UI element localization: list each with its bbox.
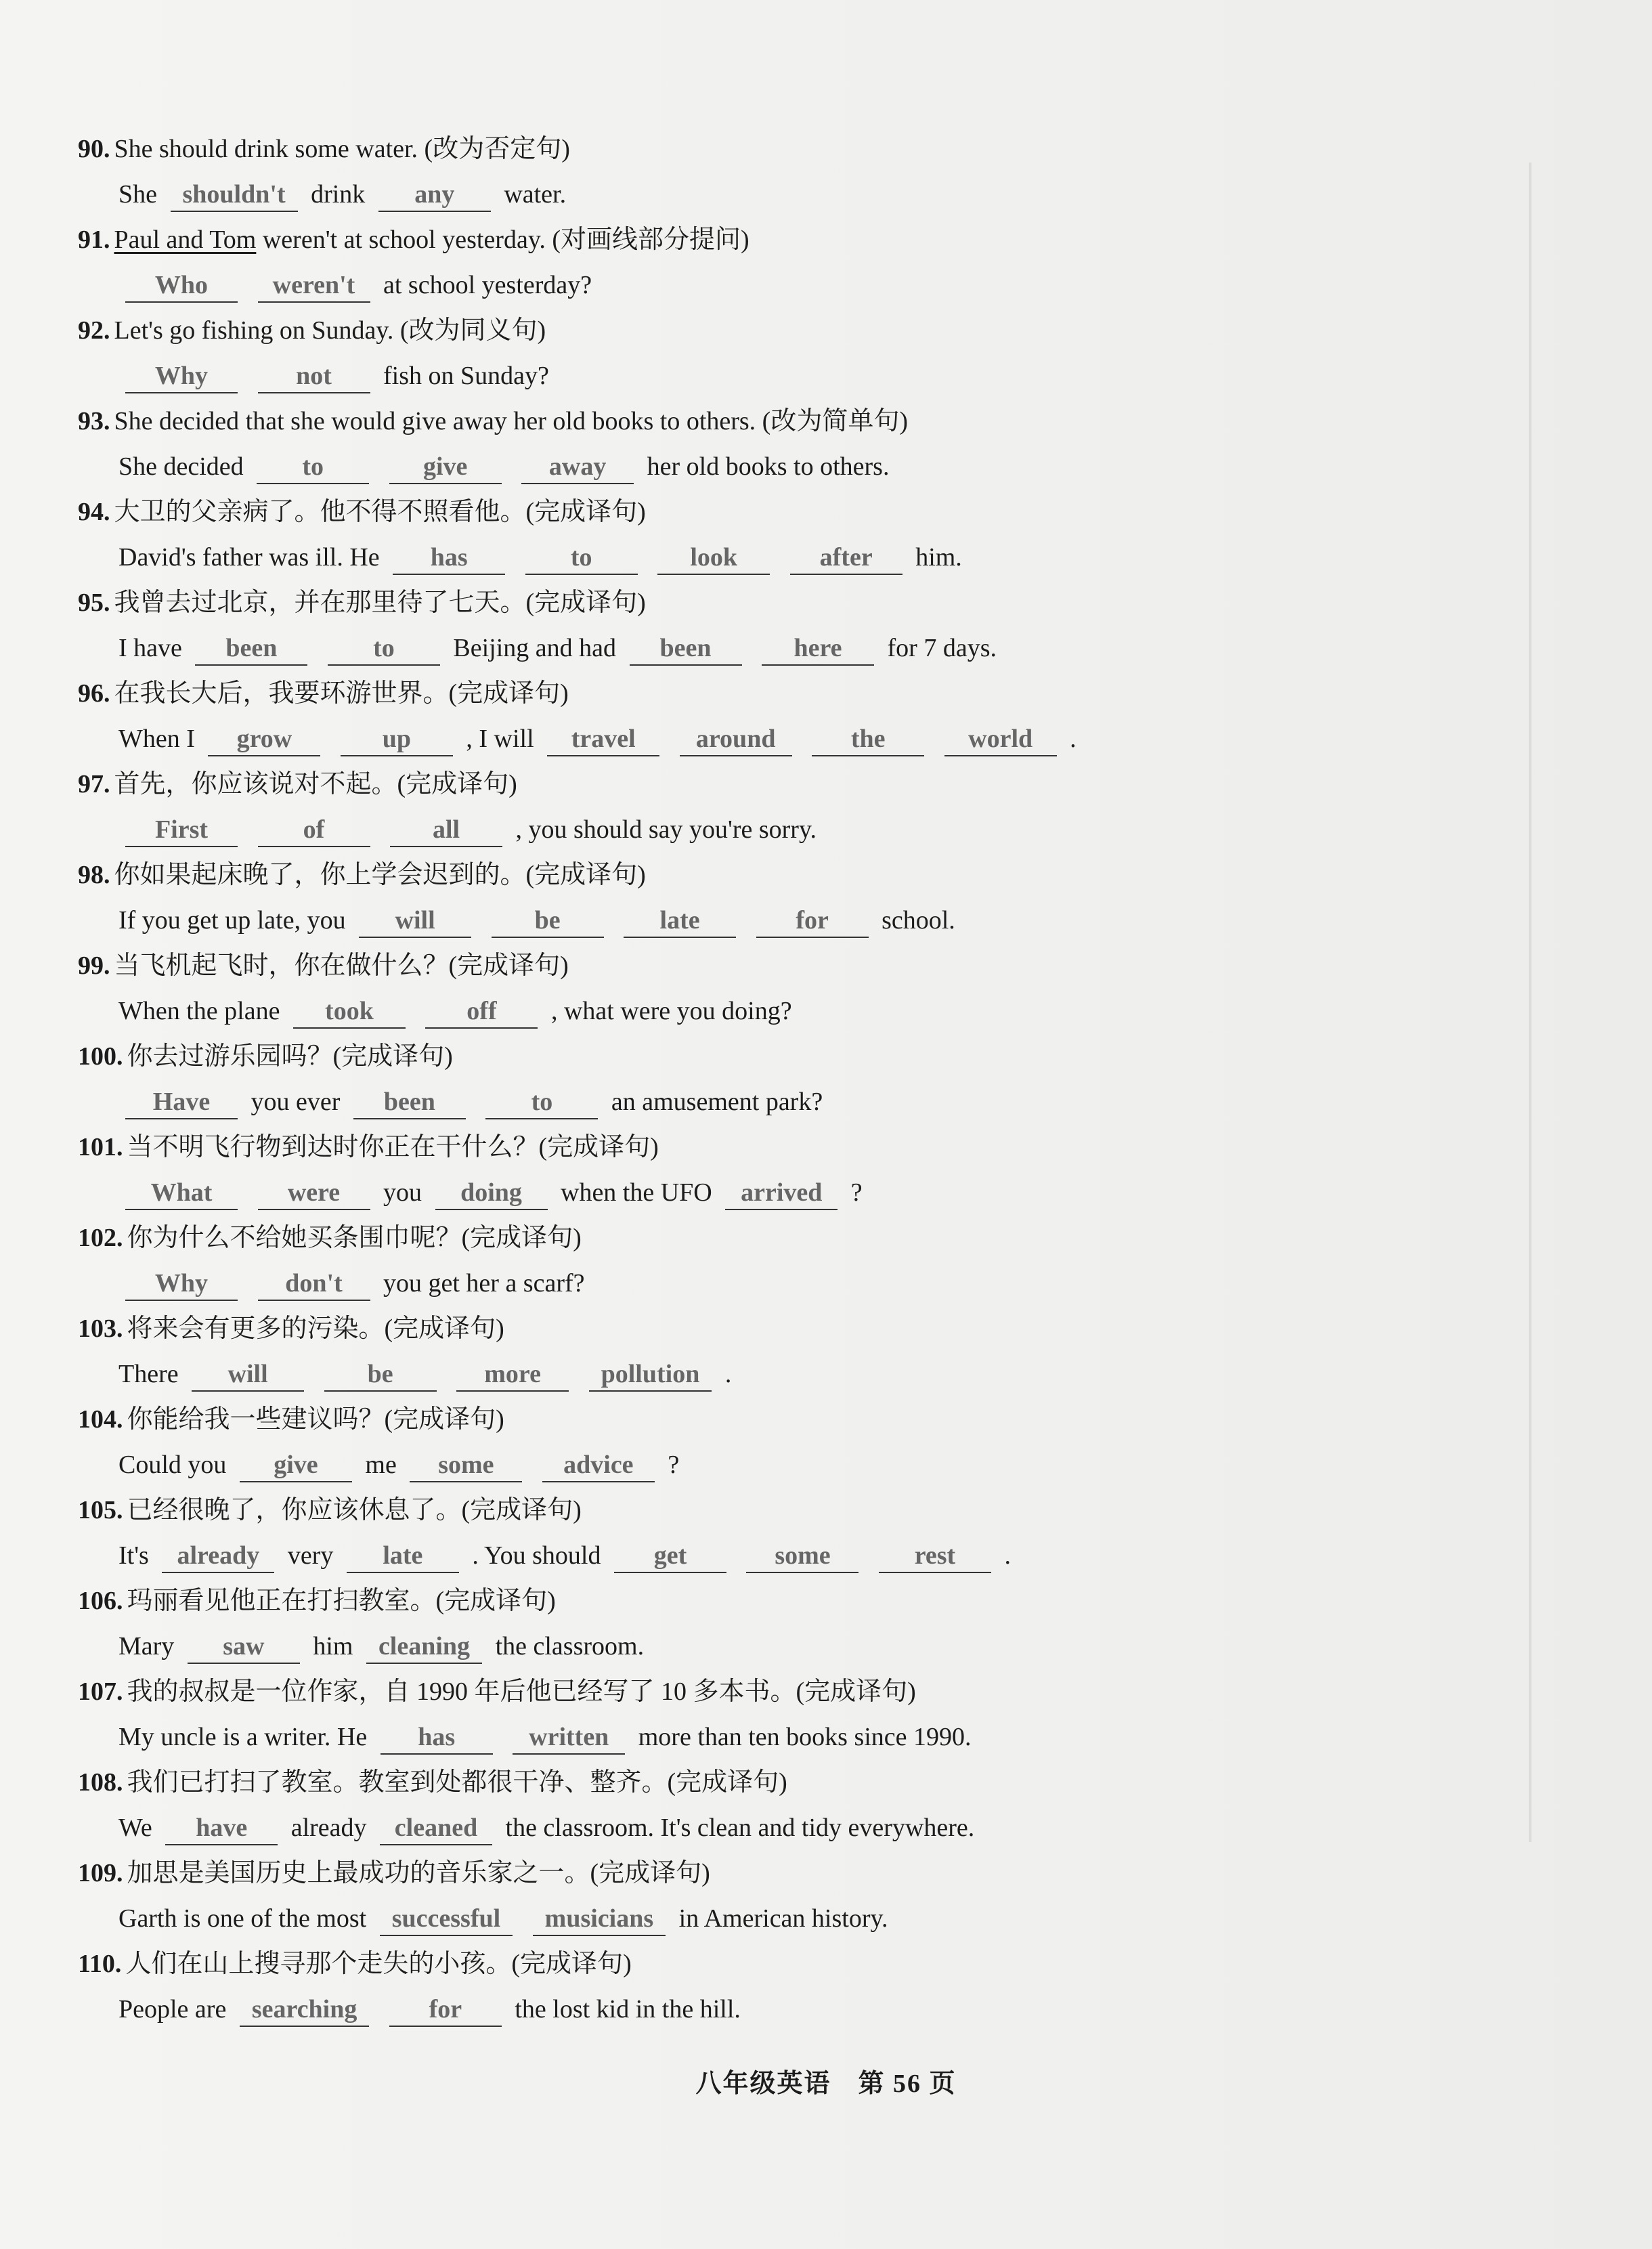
question-text: 在我长大后，我要环游世界。(完成译句) <box>114 679 569 708</box>
question-prompt <box>78 492 646 532</box>
question-number: 99. <box>78 951 110 980</box>
question-number: 104. <box>78 1405 123 1434</box>
answer-blank[interactable]: weren't <box>258 269 370 303</box>
question-list <box>78 129 1601 2034</box>
sentence-text: , I will <box>466 725 534 753</box>
question-prompt <box>78 310 546 351</box>
answer-blank[interactable]: to <box>257 450 369 484</box>
answer-blank[interactable]: late <box>624 904 736 938</box>
answer-blank[interactable]: were <box>258 1176 370 1210</box>
sentence-text: more than ten books since 1990. <box>638 1723 972 1751</box>
sentence-text: the classroom. <box>495 1632 645 1661</box>
question-item <box>78 1671 1601 1762</box>
sentence-text: , what were you doing? <box>550 997 792 1025</box>
question-text: 首先，你应该说对不起。(完成译句) <box>114 770 517 798</box>
answer-line <box>118 1989 741 2030</box>
sentence-text: Mary <box>118 1632 175 1661</box>
sentence-text: If you get up late, you <box>118 906 346 935</box>
sentence-text: ? <box>668 1451 680 1479</box>
answer-blank[interactable]: around <box>680 723 792 756</box>
question-number: 101. <box>78 1133 123 1161</box>
sentence-text: school. <box>882 906 955 935</box>
sentence-text: water. <box>504 180 567 209</box>
question-text: 人们在山上搜寻那个走失的小孩。(完成译句) <box>125 1950 632 1978</box>
answer-blank[interactable]: after <box>790 541 903 575</box>
question-item <box>78 1944 1601 2034</box>
underlined-phrase: Paul and Tom <box>114 226 257 254</box>
question-text: 我的叔叔是一位作家，自 1990 年后他已经写了 10 多本书。(完成译句) <box>127 1677 916 1706</box>
answer-blank[interactable]: late <box>347 1539 459 1573</box>
sentence-text: the lost kid in the hill. <box>515 1995 741 2023</box>
question-prompt <box>78 764 517 805</box>
question-item <box>78 1399 1601 1490</box>
question-number: 103. <box>78 1314 123 1343</box>
answer-blank[interactable]: will <box>192 1358 304 1392</box>
question-item <box>78 129 1601 219</box>
answer-blank[interactable]: get <box>614 1539 726 1573</box>
answer-blank[interactable]: to <box>485 1086 598 1119</box>
question-prompt <box>78 855 646 895</box>
question-item <box>78 582 1601 673</box>
sentence-text: She decided <box>118 452 244 481</box>
question-prompt <box>78 1308 504 1349</box>
sentence-text: People are <box>118 1995 227 2023</box>
answer-blank[interactable]: for <box>389 1993 502 2027</box>
answer-blank[interactable]: not <box>258 360 370 393</box>
answer-blank[interactable]: here <box>762 632 874 666</box>
answer-line <box>118 1354 731 1394</box>
answer-blank[interactable]: world <box>944 723 1057 756</box>
question-number: 98. <box>78 861 110 889</box>
sentence-text: I have <box>118 634 182 662</box>
question-prompt <box>78 1853 710 1893</box>
sentence-text: in American history. <box>678 1904 888 1933</box>
question-number: 108. <box>78 1768 123 1797</box>
answer-blank[interactable]: been <box>195 632 307 666</box>
answer-line <box>118 537 962 578</box>
answer-blank[interactable]: took <box>293 995 406 1029</box>
question-number: 109. <box>78 1859 123 1887</box>
question-item <box>78 1127 1601 1218</box>
answer-blank[interactable]: arrived <box>725 1176 838 1210</box>
question-prompt <box>78 1490 582 1530</box>
answer-blank[interactable]: been <box>353 1086 466 1119</box>
question-number: 95. <box>78 588 110 617</box>
sentence-text: There <box>118 1360 179 1388</box>
question-text: 玛丽看见他正在打扫教室。(完成译句) <box>127 1587 556 1615</box>
answer-blank[interactable]: advice <box>542 1449 655 1482</box>
answer-line <box>118 1717 972 1757</box>
answer-blank[interactable]: give <box>389 450 502 484</box>
question-item <box>78 492 1601 582</box>
question-text: 你去过游乐园吗？(完成译句) <box>127 1042 453 1071</box>
answer-blank[interactable]: been <box>630 632 742 666</box>
question-text: 已经很晚了，你应该休息了。(完成译句) <box>127 1496 582 1524</box>
question-prompt <box>78 1399 504 1440</box>
question-text: 我曾去过北京，并在那里待了七天。(完成译句) <box>114 588 646 617</box>
sentence-text: . <box>724 1360 732 1388</box>
answer-line <box>118 1535 1011 1576</box>
sentence-text: you <box>383 1178 422 1207</box>
sentence-text: My uncle is a writer. He <box>118 1723 368 1751</box>
question-text: 当飞机起飞时，你在做什么？(完成译句) <box>114 951 569 980</box>
question-number: 106. <box>78 1587 123 1615</box>
question-prompt <box>78 673 569 714</box>
answer-blank[interactable]: cleaning <box>366 1630 482 1664</box>
answer-blank[interactable]: for <box>756 904 869 938</box>
answer-blank[interactable]: First <box>125 813 238 847</box>
question-number: 102. <box>78 1224 123 1252</box>
answer-blank[interactable]: has <box>381 1721 493 1755</box>
sentence-text: at school yesterday? <box>383 271 592 299</box>
question-item <box>78 855 1601 945</box>
answer-blank[interactable]: rest <box>879 1539 991 1573</box>
question-text: 当不明飞行物到达时你正在干什么？(完成译句) <box>127 1133 659 1161</box>
answer-line <box>118 1172 863 1213</box>
answer-line <box>118 900 955 941</box>
question-item <box>78 401 1601 492</box>
question-prompt <box>78 1581 556 1621</box>
answer-line <box>118 446 889 487</box>
answer-blank[interactable]: give <box>240 1449 352 1482</box>
question-item <box>78 1036 1601 1127</box>
question-item <box>78 1308 1601 1399</box>
sentence-text: you ever <box>251 1088 341 1116</box>
answer-blank[interactable]: be <box>324 1358 437 1392</box>
question-item <box>78 945 1601 1036</box>
sentence-text: fish on Sunday? <box>383 362 549 390</box>
question-number: 100. <box>78 1042 123 1071</box>
answer-line <box>118 991 792 1031</box>
sentence-text: Could you <box>118 1451 227 1479</box>
answer-blank[interactable]: searching <box>240 1993 370 2027</box>
question-text: 你能给我一些建议吗？(完成译句) <box>127 1405 504 1434</box>
sentence-text: very <box>287 1541 334 1570</box>
sentence-text: She <box>118 180 157 209</box>
answer-blank[interactable]: pollution <box>589 1358 712 1392</box>
question-text: weren't at school yesterday. (对画线部分提问) <box>256 226 749 254</box>
answer-blank[interactable]: some <box>410 1449 522 1482</box>
answer-blank[interactable]: doing <box>435 1176 548 1210</box>
answer-blank[interactable]: have <box>165 1812 278 1845</box>
question-text: 大卫的父亲病了。他不得不照看他。(完成译句) <box>114 498 646 526</box>
question-prompt <box>78 1762 787 1803</box>
question-text: She should drink some water. (改为否定句) <box>114 135 570 163</box>
answer-line <box>118 1081 823 1122</box>
answer-blank[interactable]: be <box>492 904 604 938</box>
sentence-text: Garth is one of the most <box>118 1904 367 1933</box>
answer-blank[interactable]: to <box>328 632 440 666</box>
question-number: 94. <box>78 498 110 526</box>
sentence-text: When the plane <box>118 997 280 1025</box>
sentence-text: you get her a scarf? <box>383 1269 585 1298</box>
question-prompt <box>78 219 749 260</box>
answer-blank[interactable]: Why <box>125 1267 238 1301</box>
answer-blank[interactable]: up <box>341 723 453 756</box>
answer-blank[interactable]: away <box>521 450 634 484</box>
question-number: 107. <box>78 1677 123 1706</box>
answer-line <box>118 1807 974 1848</box>
answer-blank[interactable]: the <box>812 723 924 756</box>
answer-line <box>118 1898 888 1939</box>
sentence-text: already <box>290 1814 367 1842</box>
question-prompt <box>78 945 569 986</box>
answer-blank[interactable]: some <box>746 1539 858 1573</box>
question-number: 97. <box>78 770 110 798</box>
question-number: 105. <box>78 1496 123 1524</box>
sentence-text: . <box>1070 725 1077 753</box>
sentence-text: . <box>1004 1541 1011 1570</box>
sentence-text: We <box>118 1814 152 1842</box>
sentence-text: the classroom. It's clean and tidy everywhere. <box>505 1814 975 1842</box>
question-number: 92. <box>78 316 110 345</box>
question-number: 110. <box>78 1950 122 1978</box>
answer-blank[interactable]: already <box>162 1539 274 1573</box>
question-item <box>78 1490 1601 1581</box>
answer-blank[interactable]: Who <box>125 269 238 303</box>
sentence-text: drink <box>311 180 366 209</box>
answer-blank[interactable]: any <box>378 178 491 212</box>
question-prompt <box>78 1127 659 1168</box>
question-number: 96. <box>78 679 110 708</box>
answer-blank[interactable]: saw <box>188 1630 300 1664</box>
answer-blank[interactable]: written <box>513 1721 625 1755</box>
answer-blank[interactable]: don't <box>258 1267 370 1301</box>
sentence-text: David's father was ill. He <box>118 543 380 572</box>
sentence-text: him. <box>915 543 962 572</box>
answer-line <box>118 265 592 305</box>
question-item <box>78 673 1601 764</box>
answer-line <box>118 1444 679 1485</box>
answer-blank[interactable]: Have <box>125 1086 238 1119</box>
answer-blank[interactable]: Why <box>125 360 238 393</box>
answer-blank[interactable]: musicians <box>533 1902 666 1936</box>
sentence-text: him <box>313 1632 353 1661</box>
question-prompt <box>78 1036 453 1077</box>
sentence-text: Beijing and had <box>453 634 617 662</box>
answer-blank[interactable]: What <box>125 1176 238 1210</box>
question-text: Let's go fishing on Sunday. (改为同义句) <box>114 316 546 345</box>
question-number: 91. <box>78 226 110 254</box>
sentence-text: when the UFO <box>561 1178 712 1207</box>
question-text: 你为什么不给她买条围巾呢？(完成译句) <box>127 1224 582 1252</box>
sentence-text: me <box>365 1451 397 1479</box>
sentence-text: an amusement park? <box>611 1088 823 1116</box>
page-footer: 八年级英语 第 56 页 <box>695 2070 957 2098</box>
answer-blank[interactable]: travel <box>547 723 659 756</box>
answer-blank[interactable]: will <box>359 904 471 938</box>
question-item <box>78 1853 1601 1944</box>
answer-blank[interactable]: off <box>425 995 538 1029</box>
answer-blank[interactable]: has <box>393 541 505 575</box>
question-number: 93. <box>78 407 110 435</box>
question-item <box>78 1218 1601 1308</box>
question-item <box>78 310 1601 401</box>
answer-blank[interactable]: to <box>525 541 638 575</box>
answer-blank[interactable]: successful <box>380 1902 513 1936</box>
question-prompt <box>78 582 646 623</box>
answer-blank[interactable]: all <box>390 813 502 847</box>
answer-line <box>118 356 549 396</box>
question-item <box>78 1581 1601 1671</box>
question-item <box>78 1762 1601 1853</box>
question-prompt <box>78 129 570 169</box>
answer-blank[interactable]: of <box>258 813 370 847</box>
question-number: 90. <box>78 135 110 163</box>
answer-blank[interactable]: grow <box>208 723 320 756</box>
answer-blank[interactable]: look <box>657 541 770 575</box>
question-item <box>78 219 1601 310</box>
answer-line <box>118 809 817 850</box>
question-item <box>78 764 1601 855</box>
question-prompt <box>78 1671 916 1712</box>
sentence-text: , you should say you're sorry. <box>515 815 817 844</box>
answer-line <box>118 174 566 215</box>
answer-line <box>118 1626 644 1667</box>
question-prompt <box>78 1218 582 1258</box>
question-prompt <box>78 401 908 442</box>
sentence-text: . You should <box>472 1541 601 1570</box>
answer-blank[interactable]: more <box>456 1358 569 1392</box>
answer-line <box>118 1263 585 1304</box>
question-text: 我们已打扫了教室。教室到处都很干净、整齐。(完成译句) <box>127 1768 787 1797</box>
question-prompt <box>78 1944 632 1984</box>
question-text: 你如果起床晚了，你上学会迟到的。(完成译句) <box>114 861 646 889</box>
answer-line <box>118 719 1077 759</box>
question-text: 加思是美国历史上最成功的音乐家之一。(完成译句) <box>127 1859 710 1887</box>
answer-blank[interactable]: cleaned <box>380 1812 492 1845</box>
answer-line <box>118 628 997 668</box>
answer-blank[interactable]: shouldn't <box>171 178 298 212</box>
sentence-text: It's <box>118 1541 149 1570</box>
sentence-text: When I <box>118 725 195 753</box>
sentence-text: for 7 days. <box>887 634 997 662</box>
question-text: She decided that she would give away her old books to others. (改为简单句) <box>114 407 908 435</box>
sentence-text: her old books to others. <box>647 452 890 481</box>
question-text: 将来会有更多的污染。(完成译句) <box>127 1314 504 1343</box>
sentence-text: ? <box>850 1178 863 1207</box>
